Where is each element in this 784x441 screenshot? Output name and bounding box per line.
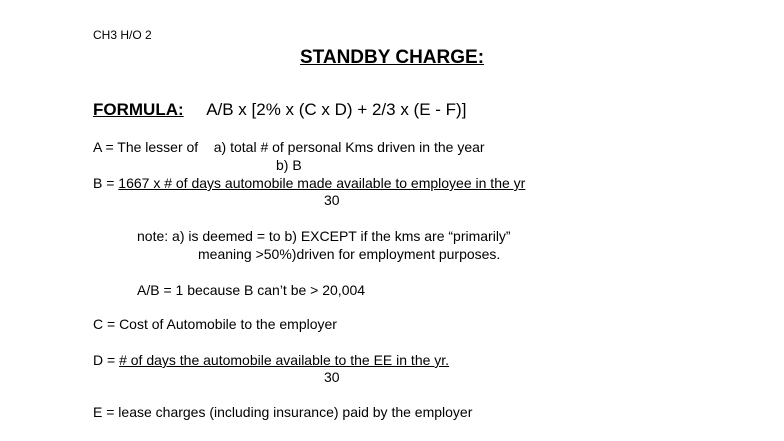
- definition-d: [93, 352, 449, 368]
- definition-d-prefix: D =: [93, 352, 120, 368]
- definition-d-denominator: 30: [324, 369, 340, 385]
- definition-b-denominator: 30: [324, 192, 340, 208]
- definition-b: [93, 175, 525, 191]
- definition-b-prefix: B =: [93, 175, 119, 191]
- ab-explanation: A/B = 1 because B can’t be > 20,004: [137, 282, 366, 298]
- note-line-1: note: a) is deemed = to b) EXCEPT if the kms are “primarily”: [137, 228, 511, 244]
- definition-b-numerator: 1667 x # of days automobile made available to employee in the yr: [118, 175, 526, 191]
- definition-a-option-b: b) B: [276, 157, 302, 173]
- formula-row: [93, 100, 466, 120]
- formula-expression: A/B x [2% x (C x D) + 2/3 x (E - F)]: [206, 100, 467, 119]
- slide-code: CH3 H/O 2: [93, 28, 152, 42]
- definition-c: C = Cost of Automobile to the employer: [93, 316, 337, 332]
- definition-e: E = lease charges (including insurance) paid by the employer: [93, 404, 473, 420]
- definition-d-numerator: # of days the automobile available to the EE in the yr.: [119, 352, 450, 368]
- note-line-2: meaning >50%)driven for employment purposes.: [198, 246, 501, 262]
- page-title: STANDBY CHARGE:: [300, 47, 485, 68]
- definition-a: A = The lesser of a) total # of personal Kms driven in the year: [93, 139, 485, 155]
- formula-label: FORMULA:: [93, 100, 184, 119]
